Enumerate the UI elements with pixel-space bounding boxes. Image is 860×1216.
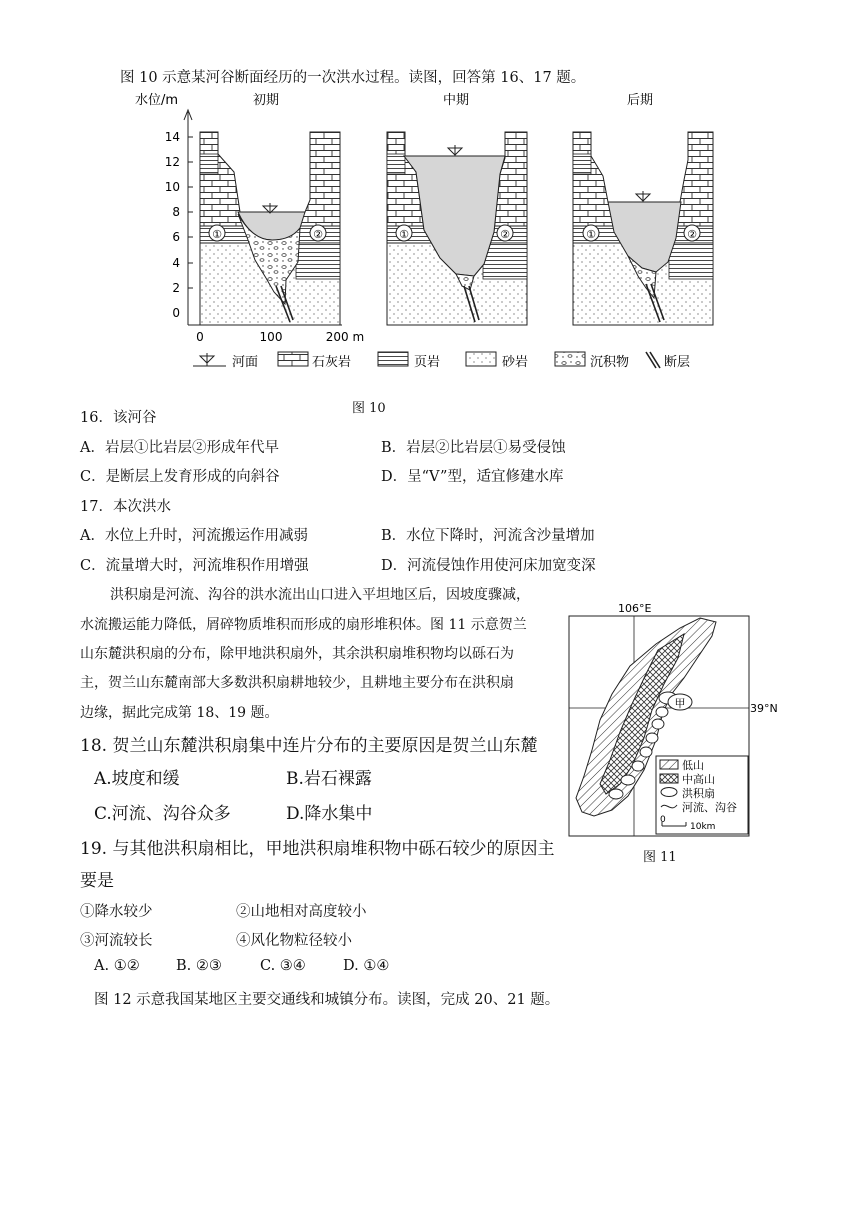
legend-low-mountain: 低山 (682, 759, 704, 772)
y-axis-label: 水位/m (135, 93, 179, 108)
place-jia: 甲 (674, 697, 686, 710)
q19-stem: 19. 与其他洪积扇相比，甲地洪积扇堆积物中砾石较少的原因主 (80, 839, 555, 859)
y-tick: 4 (172, 256, 180, 270)
x-tick: 200 m (325, 330, 365, 344)
q19-option-d: D. ①④ (343, 958, 390, 974)
legend-fault: 断层 (664, 355, 691, 370)
stage-title-early: 初期 (252, 93, 280, 108)
y-tick: 2 (172, 281, 180, 295)
q16-option-d: D．呈“V”型，适宜修建水库 (381, 469, 564, 485)
legend-river-surface: 河面 (232, 355, 259, 370)
q16-option-c: C．是断层上发育形成的向斜谷 (80, 469, 280, 485)
legend-sandstone: 砂岩 (502, 355, 529, 370)
y-tick: 6 (172, 230, 180, 244)
intro-fig12: 图 12 示意我国某地区主要交通线和城镇分布。读图，完成 20、21 题。 (94, 992, 560, 1008)
fig10-caption: 图 10 (352, 401, 386, 416)
y-tick: 10 (164, 180, 180, 194)
q19-statement-3: ③河流较长 (80, 933, 153, 949)
stage-title-late: 后期 (626, 93, 654, 108)
passage-line: 水流搬运能力降低，屑碎物质堆积而形成的扇形堆积体。图 11 示意贺兰 (80, 617, 527, 633)
legend-shale: 页岩 (414, 355, 441, 370)
layer-2-label: ② (687, 228, 697, 241)
stage-title-middle: 中期 (442, 93, 470, 108)
legend-mid-high-mountain: 中高山 (682, 773, 715, 786)
panel-late (573, 132, 713, 325)
y-tick: 12 (164, 155, 180, 169)
x-tick: 0 (196, 330, 204, 344)
y-axis (135, 92, 193, 325)
passage-line: 边缘，据此完成第 18、19 题。 (80, 705, 279, 721)
q18-option-c: C.河流、沟谷众多 (94, 804, 231, 824)
legend-sediment: 沉积物 (590, 355, 630, 370)
q19-statement-4: ④风化物粒径较小 (236, 933, 352, 949)
figure-11 (566, 600, 778, 860)
q17-stem: 17．本次洪水 (80, 499, 171, 515)
scale-zero: 0 (660, 815, 666, 825)
y-tick: 0 (172, 306, 180, 320)
legend-alluvial-fan: 洪积扇 (682, 787, 715, 800)
q18-stem: 18. 贺兰山东麓洪积扇集中连片分布的主要原因是贺兰山东麓 (80, 736, 538, 756)
panel-middle (387, 132, 527, 325)
q19-stem-cont: 要是 (80, 871, 114, 891)
q19-option-a: A. ①② (94, 958, 140, 974)
fig11-caption: 图 11 (643, 850, 677, 865)
q16-option-a: A．岩层①比岩层②形成年代早 (80, 440, 279, 456)
longitude-label: 106°E (618, 602, 652, 615)
fig11-legend (656, 756, 748, 834)
layer-2-label: ② (500, 228, 510, 241)
passage-line: 主，贺兰山东麓南部大多数洪积扇耕地较少，且耕地主要分布在洪积扇 (80, 675, 514, 691)
q17-option-d: D．河流侵蚀作用使河床加宽变深 (381, 558, 596, 574)
q19-option-c: C. ③④ (260, 958, 306, 974)
latitude-label: 39°N (750, 702, 778, 715)
q17-option-c: C．流量增大时，河流堆积作用增强 (80, 558, 309, 574)
figure-10 (0, 0, 860, 400)
q19-option-b: B. ②③ (176, 958, 222, 974)
x-tick: 100 (259, 330, 283, 344)
q18-option-a: A.坡度和缓 (94, 769, 180, 789)
q17-option-a: A．水位上升时，河流搬运作用减弱 (80, 528, 308, 544)
y-tick: 8 (172, 205, 180, 219)
legend-limestone: 石灰岩 (312, 355, 352, 370)
x-axis (188, 325, 364, 344)
q19-statement-2: ②山地相对高度较小 (236, 904, 367, 920)
y-tick: 14 (164, 130, 180, 144)
layer-1-label: ① (399, 228, 409, 241)
q16-option-b: B．岩层②比岩层①易受侵蚀 (381, 440, 566, 456)
q16-stem: 16．该河谷 (80, 410, 157, 426)
passage-line: 洪积扇是河流、沟谷的洪水流出山口进入平坦地区后，因坡度骤减， (110, 587, 530, 603)
layer-1-label: ① (212, 228, 222, 241)
intro-fig10: 图 10 示意某河谷断面经历的一次洪水过程。读图，回答第 16、17 题。 (120, 70, 586, 86)
passage-line: 山东麓洪积扇的分布，除甲地洪积扇外，其余洪积扇堆积物均以砾石为 (80, 646, 514, 662)
panel-early (200, 132, 340, 325)
fig10-legend (193, 352, 690, 370)
scale-ten-km: 10km (690, 822, 716, 832)
legend-river-valley: 河流、沟谷 (682, 801, 737, 814)
q18-option-b: B.岩石裸露 (286, 769, 372, 789)
layer-1-label: ① (586, 228, 596, 241)
q19-statement-1: ①降水较少 (80, 904, 153, 920)
q17-option-b: B．水位下降时，河流含沙量增加 (381, 528, 595, 544)
q18-option-d: D.降水集中 (286, 804, 373, 824)
layer-2-label: ② (313, 228, 323, 241)
